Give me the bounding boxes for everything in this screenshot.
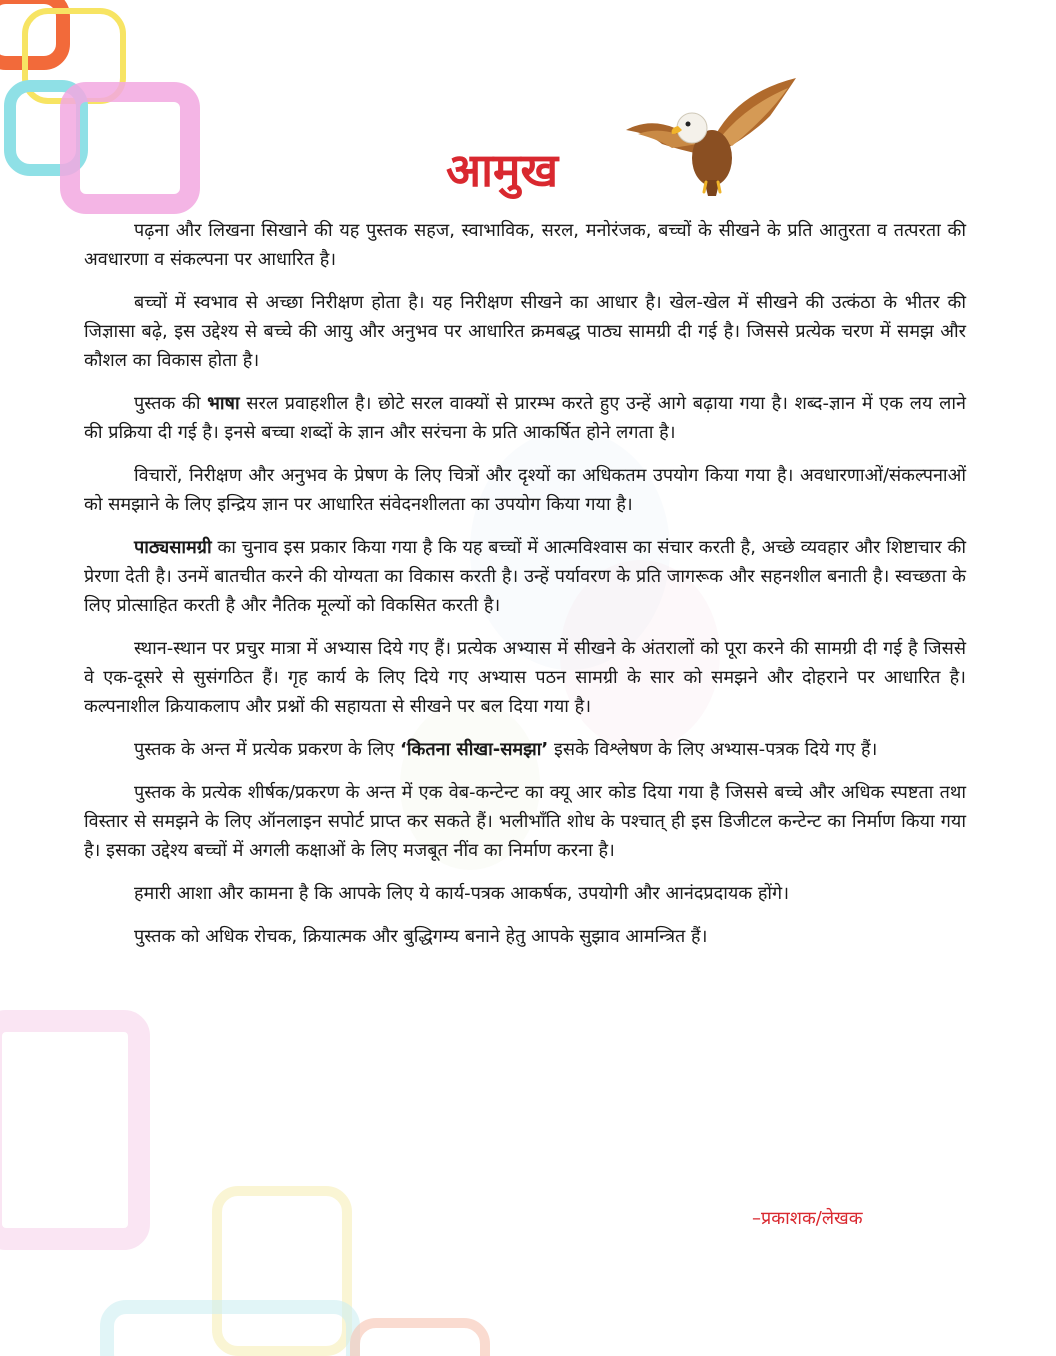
- paragraph-3: [84, 389, 966, 447]
- paragraph-3-bold: भाषा: [207, 393, 240, 414]
- paragraph-6: स्थान-स्थान पर प्रचुर मात्रा में अभ्यास दिये गए हैं। प्रत्येक अभ्यास में सीखने के अंतरालों को पूरा करने की सामग्री दी गई है जिससे वे एक-दूसरे से सुसंगठित हैं। गृह कार्य के लिए दिये गए अभ्यास पठन सामग्री के सार को समझने और दोहराने पर आधारित है। कल्पनाशील क्रियाकलाप और प्रश्नों की सहायता से सीखने पर बल दिया गया है।: [84, 638, 966, 717]
- page-title: आमुख: [446, 143, 559, 197]
- paragraph-7-bold: ‘कितना सीखा-समझा’: [400, 739, 549, 760]
- decor-frame-yellow: [22, 8, 126, 104]
- paragraph-9: हमारी आशा और कामना है कि आपके लिए ये कार्य-पत्रक आकर्षक, उपयोगी और आनंदप्रदायक होंगे।: [134, 883, 790, 904]
- decor-frame-bottom-cyan: [100, 1300, 360, 1356]
- paragraph-7: [84, 735, 966, 764]
- paragraph-4: विचारों, निरीक्षण और अनुभव के प्रेषण के लिए चित्रों और दृश्यों का अधिकतम उपयोग किया गया है। अवधारणाओं/संकल्पनाओं को समझाने के लिए इन्द्रिय ज्ञान पर आधारित संवेदनशीलता का उपयोग किया गया है।: [84, 465, 966, 515]
- decor-frame-bottom-pink: [0, 1010, 150, 1250]
- paragraph-7-post: इसके विश्लेषण के लिए अभ्यास-पत्रक दिये गए हैं।: [548, 739, 878, 760]
- paragraph-2: बच्चों में स्वभाव से अच्छा निरीक्षण होता है। यह निरीक्षण सीखने का आधार है। खेल-खेल में सीखने की उत्कंठा के भीतर की जिज्ञासा बढ़े, इस उद्देश्य से बच्चे की आयु और अनुभव पर आधारित क्रमबद्ध पाठ्य सामग्री दी गई है। जिससे प्रत्येक चरण में समझ और कौशल का विकास होता है।: [84, 292, 966, 371]
- decor-frame-bottom-yellow: [212, 1186, 352, 1356]
- decor-frame-orange: [0, 0, 70, 70]
- paragraph-3-pre: पुस्तक की: [134, 393, 208, 414]
- eagle-icon: [620, 72, 800, 202]
- decor-frame-pink: [60, 82, 200, 214]
- preface-body: [84, 216, 966, 965]
- signature: –प्रकाशक/लेखक: [752, 1208, 863, 1229]
- paragraph-3-post: सरल प्रवाहशील है। छोटे सरल वाक्यों से प्रारम्भ करते हुए उन्हें आगे बढ़ाया गया है। शब्द-ज्ञान में एक लय लाने की प्रक्रिया दी गई है। इनसे बच्चा शब्दों के ज्ञान और सरंचना के प्रति आकर्षित होने लगता है।: [84, 393, 966, 443]
- paragraph-8: पुस्तक के प्रत्येक शीर्षक/प्रकरण के अन्त में एक वेब-कन्टेन्ट का क्यू आर कोड दिया गया है जिससे बच्चे और अधिक स्पष्टता तथा विस्तार से समझने के लिए ऑनलाइन सपोर्ट प्राप्त कर सकते हैं। भलीभाँति शोध के पश्चात् ही इस डिजीटल कन्टेन्ट का निर्माण किया गया है। इसका उद्देश्य बच्चों में अगली कक्षाओं के लिए मजबूत नींव का निर्माण करना है।: [84, 782, 966, 861]
- decor-frame-bottom-orange: [350, 1318, 490, 1356]
- decor-frame-cyan: [4, 80, 88, 176]
- paragraph-5-bold: पाठ्यसामग्री: [134, 537, 212, 558]
- paragraph-10: पुस्तक को अधिक रोचक, क्रियात्मक और बुद्धिगम्य बनाने हेतु आपके सुझाव आमन्त्रित हैं।: [134, 926, 708, 947]
- paragraph-7-pre: पुस्तक के अन्त में प्रत्येक प्रकरण के लिए: [134, 739, 401, 760]
- paragraph-1: पढ़ना और लिखना सिखाने की यह पुस्तक सहज, स्वाभाविक, सरल, मनोरंजक, बच्चों के सीखने के प्रति आतुरता व तत्परता की अवधारणा व संकल्पना पर आधारित है।: [84, 220, 966, 270]
- paragraph-5-post: का चुनाव इस प्रकार किया गया है कि यह बच्चों में आत्मविश्वास का संचार करती है, अच्छे व्यवहार और शिष्टाचार की प्रेरणा देती है। उनमें बातचीत करने की योग्यता का विकास करती है। उन्हें पर्यावरण के प्रति जागरूक और सहनशील बनाती है। स्वच्छता के लिए प्रोत्साहित करती है और नैतिक मूल्यों को विकसित करती है।: [84, 537, 966, 616]
- paragraph-5: [84, 533, 966, 620]
